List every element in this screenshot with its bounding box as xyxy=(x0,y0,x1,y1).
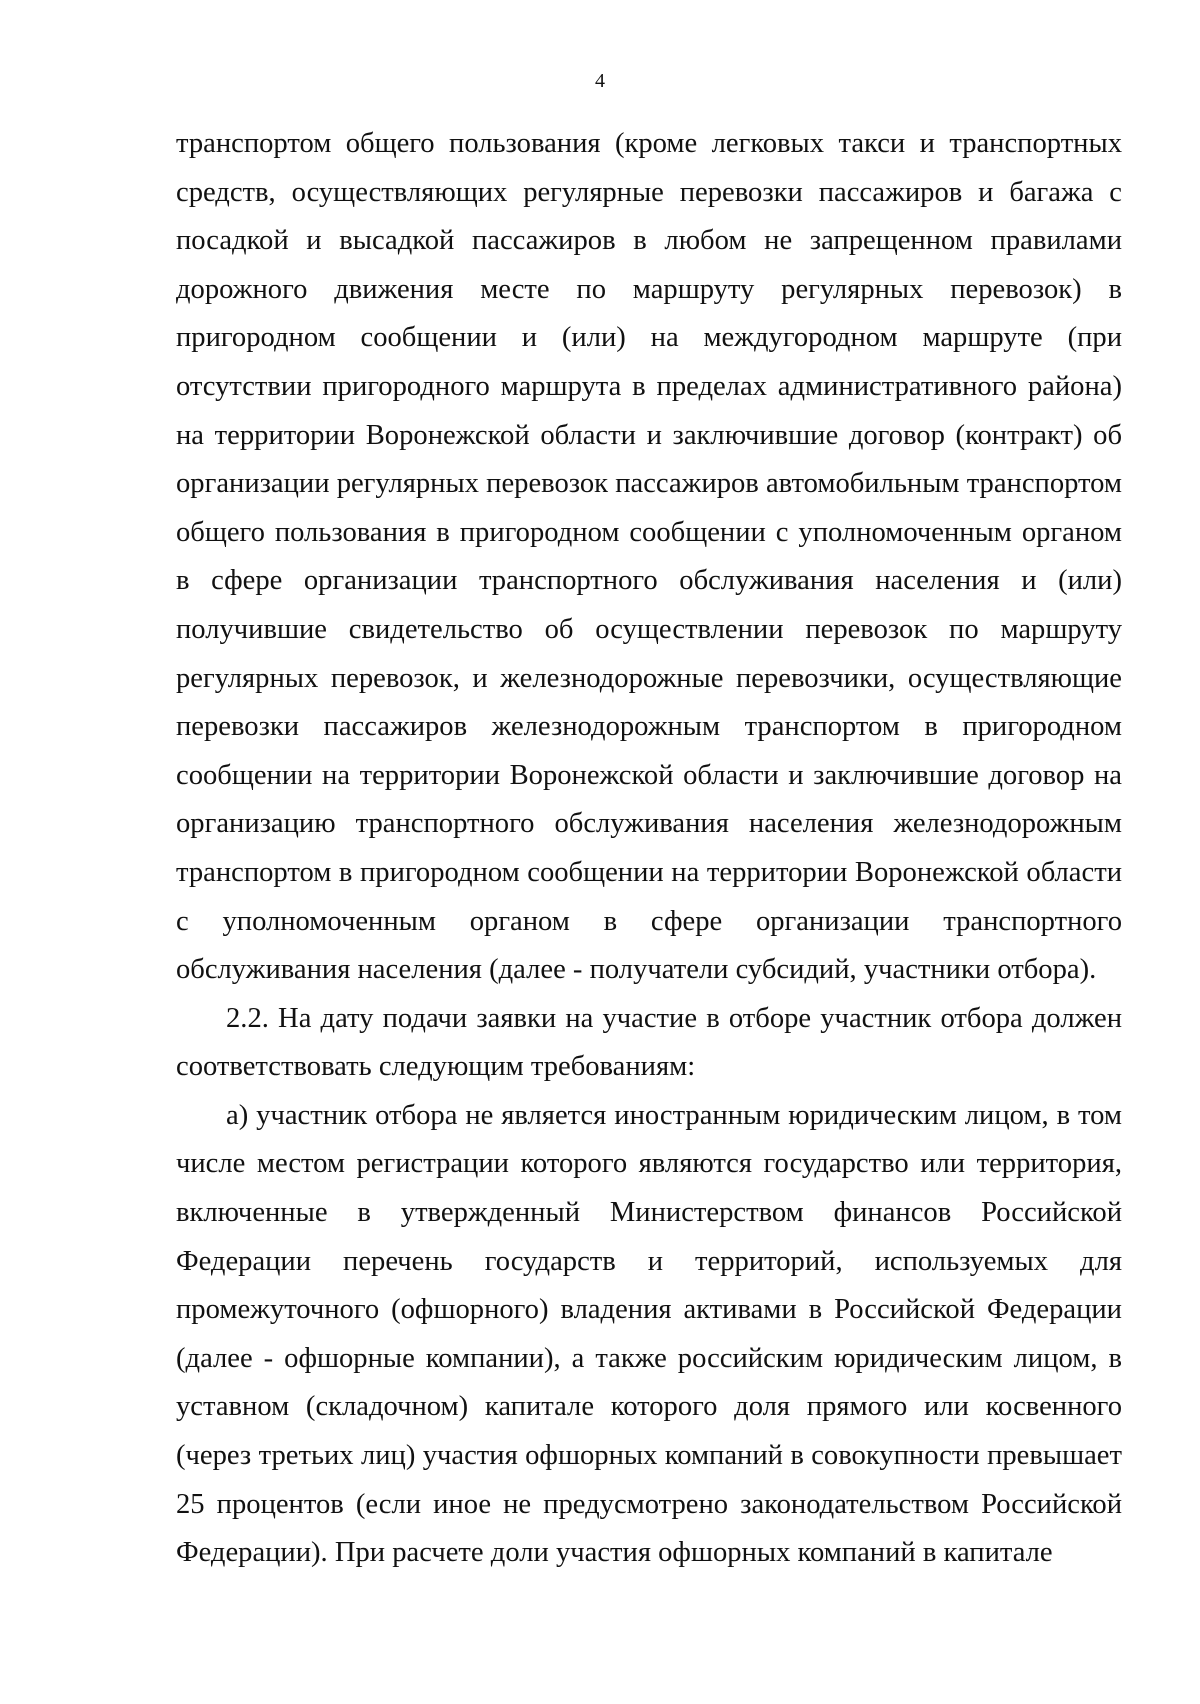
paragraph-a-foreign-entity: а) участник отбора не является иностранным юридическим лицом, в том числе местом регистрации которого являются государство или территория, включенные в утвержденный Министерством финансов Российской Федерации перечень государств и территорий, используемых для промежуточного (офшорного) владения активами в Российской Федерации (далее - офшорные компании), а также российским юридическим лицом, в уставном (складочном) капитале которого доля прямого или косвенного (через третьих лиц) участия офшорных компаний в совокупности превышает 25 процентов (если иное не предусмотрено законодательством Российской Федерации). При расчете доли участия офшорных компаний в капитале xyxy=(176,1099,1122,1569)
paragraph-2-2-requirements: 2.2. На дату подачи заявки на участие в отборе участник отбора должен соответствовать следующим требованиям: xyxy=(176,1002,1122,1083)
paragraph-transport-carriers: транспортом общего пользования (кроме легковых такси и транспортных средств, осуществляющих регулярные перевозки пассажиров и багажа с посадкой и высадкой пассажиров в любом не запрещенном правилами дорожного движения месте по маршруту регулярных перевозок) в пригородном сообщении и (или) на междугородном маршруте (при отсутствии пригородного маршрута в пределах административного района) на территории Воронежской области и заключившие договор (контракт) об организации регулярных перевозок пассажиров автомобильным транспортом общего пользования в пригородном сообщении с уполномоченным органом в сфере организации транспортного обслуживания населения и (или) получившие свидетельство об осуществлении перевозок по маршруту регулярных перевозок, и железнодорожные перевозчики, осуществляющие перевозки пассажиров железнодорожным транспортом в пригородном сообщении на территории Воронежской области и заключившие договор на организацию транспортного обслуживания населения железнодорожным транспортом в пригородном сообщении на территории Воронежской области с уполномоченным органом в сфере организации транспортного обслуживания населения (далее - получатели субсидий, участники отбора). xyxy=(176,128,1122,986)
document-body xyxy=(176,120,1122,1578)
page-number: 4 xyxy=(595,70,605,92)
